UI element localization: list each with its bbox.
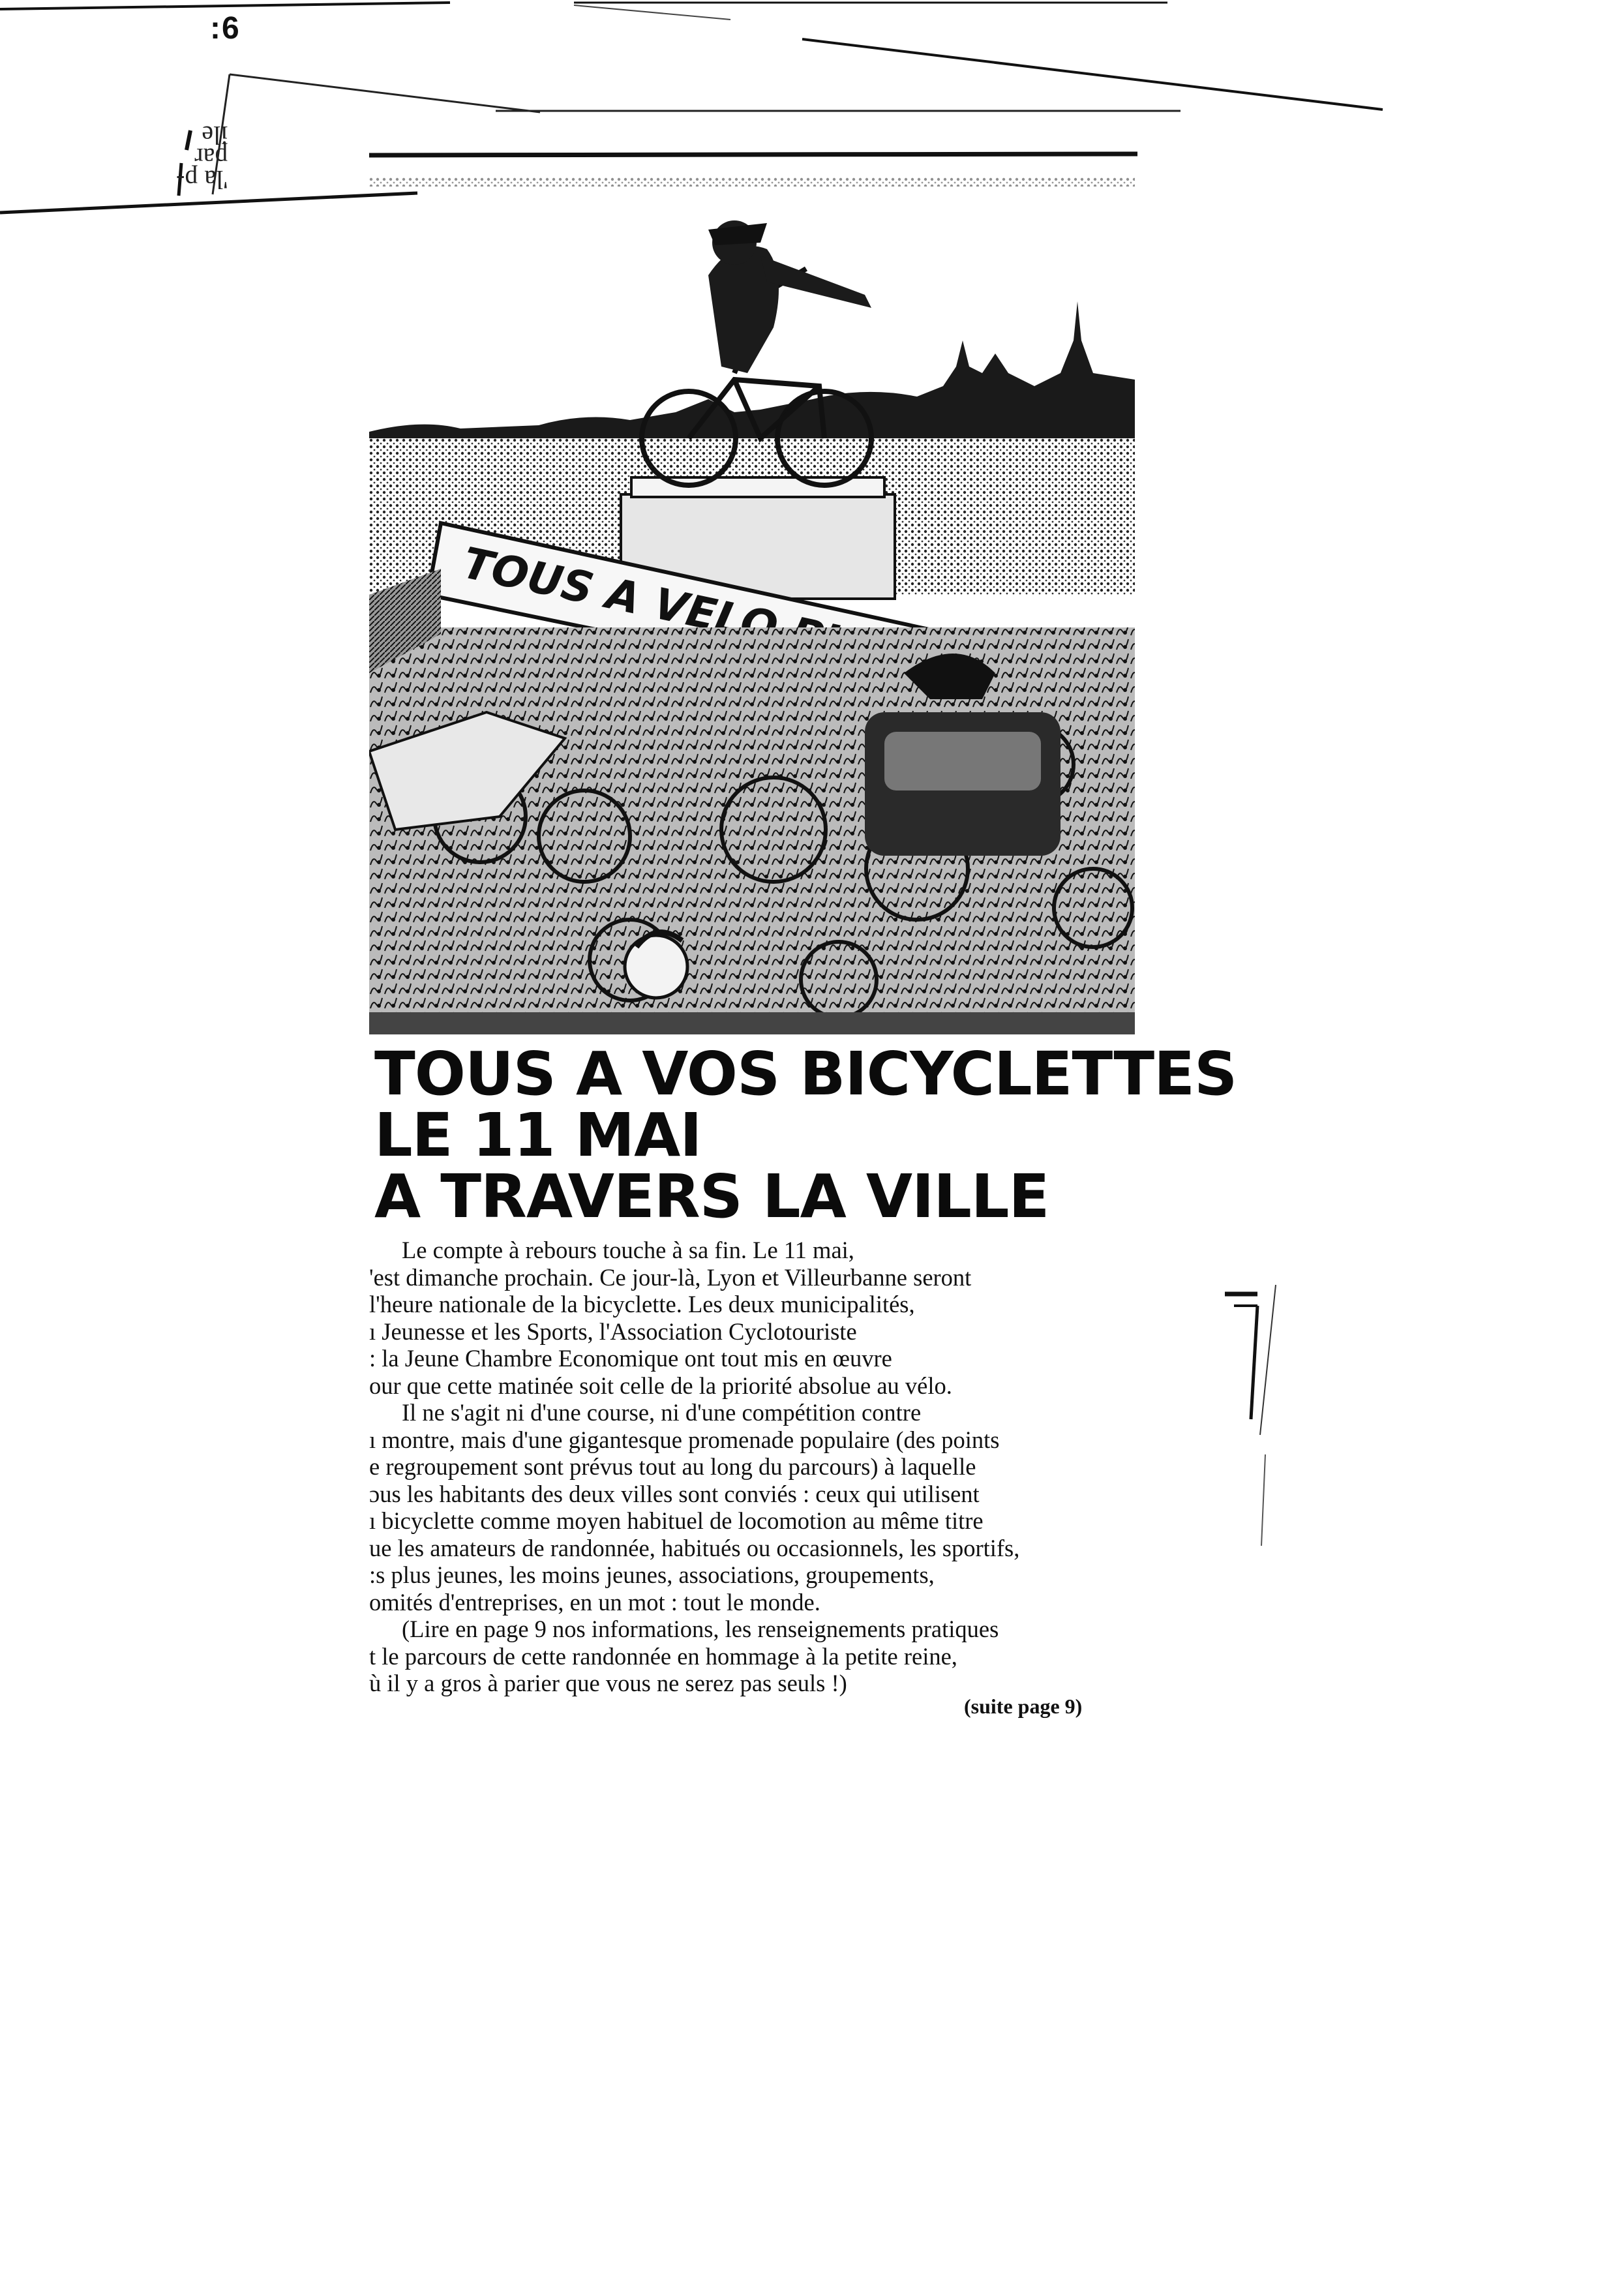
body-line: ue les amateurs de randonnée, habitués ou occasionnels, les sportifs, bbox=[369, 1534, 1020, 1561]
body-line: omités d'entreprises, en un mot : tout le monde. bbox=[369, 1588, 820, 1616]
continued-notice: (suite page 9) bbox=[964, 1694, 1083, 1718]
article-body bbox=[369, 1237, 1139, 1697]
body-line: ù il y a gros à parier que vous ne serez pas seuls !) bbox=[369, 1670, 847, 1696]
body-line: 'est dimanche prochain. Ce jour-là, Lyon et Villeurbanne seront bbox=[369, 1263, 972, 1291]
body-line: Le compte à rebours touche à sa fin. Le 11 mai, bbox=[402, 1237, 854, 1263]
fragment-line: 'la p- bbox=[176, 165, 228, 194]
body-line: ı bicyclette comme moyen habituel de locomotion au même titre bbox=[369, 1507, 984, 1534]
body-line: (Lire en page 9 nos informations, les renseignements pratiques bbox=[402, 1616, 999, 1642]
body-line: ı montre, mais d'une gigantesque promenade populaire (des points bbox=[369, 1426, 1000, 1453]
body-line: Il ne s'agit ni d'une course, ni d'une compétition contre bbox=[402, 1399, 922, 1426]
headline-line: TOUS A VOS BICYCLETTES bbox=[374, 1039, 1237, 1109]
body-line: ı Jeunesse et les Sports, l'Association Cyclotouriste bbox=[369, 1317, 857, 1345]
fragment-line: par bbox=[194, 143, 228, 172]
body-line: t le parcours de cette randonnée en hommage à la petite reine, bbox=[369, 1642, 957, 1670]
body-line: l'heure nationale de la bicyclette. Les deux municipalités, bbox=[369, 1291, 915, 1317]
body-line: e regroupement sont prévus tout au long du parcours) à laquelle bbox=[369, 1453, 976, 1480]
cartoon-illustration bbox=[369, 177, 1135, 1034]
page-number: :6 bbox=[210, 11, 241, 46]
clipped-text-fragment bbox=[176, 121, 228, 194]
headline-line: A TRAVERS LA VILLE bbox=[374, 1162, 1049, 1231]
body-line: ɔus les habitants des deux villes sont conviés : ceux qui utilisent bbox=[369, 1480, 980, 1507]
article-headline bbox=[374, 1039, 1237, 1231]
headline-line: LE 11 MAI bbox=[374, 1100, 702, 1170]
body-line: :s plus jeunes, les moins jeunes, associations, groupements, bbox=[369, 1561, 935, 1588]
body-line: our que cette matinée soit celle de la priorité absolue au vélo. bbox=[369, 1372, 952, 1399]
body-line: : la Jeune Chambre Economique ont tout mis en œuvre bbox=[369, 1345, 892, 1372]
fragment-line: ile bbox=[202, 121, 228, 150]
margin-mark bbox=[1220, 1272, 1285, 1565]
